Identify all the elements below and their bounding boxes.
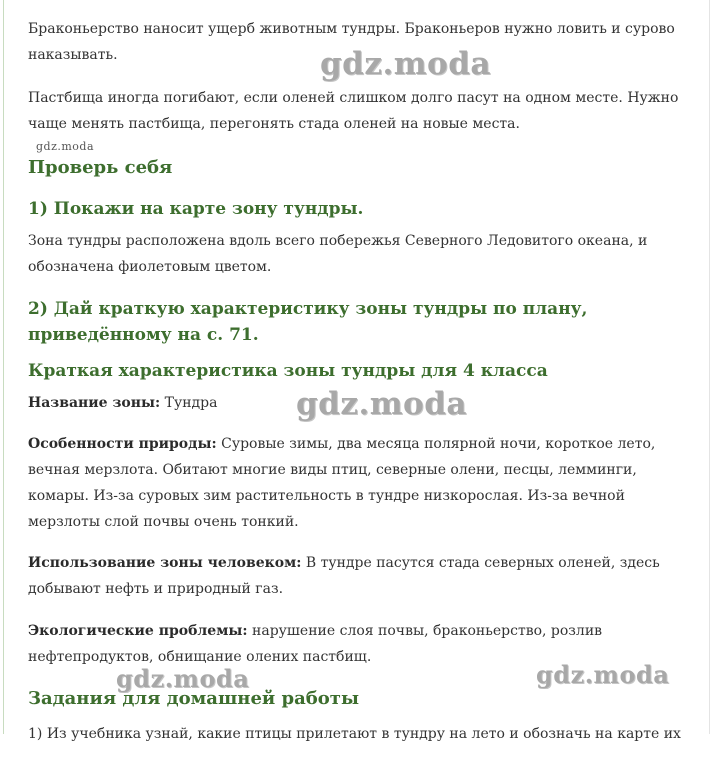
left-border-line — [3, 0, 4, 734]
eco-problems-label: Экологические проблемы: — [28, 623, 248, 639]
right-border-line — [709, 0, 710, 734]
human-usage-value: В тундре пасутся стада северных оленей, здесь добывают нефть и природный газ. — [28, 555, 660, 597]
task-1-heading: 1) Покажи на карте зону тундры. — [28, 199, 364, 219]
nature-features-value: Суровые зимы, два месяца полярной ночи, короткое лето, вечная мерзлота. Обитают многие виды птиц, северные олени, песцы, лемминги, комары. Из-за суровых зим растительность в тундре низкорослая. Из-за вечной мерзлоты слой почвы очень тонкий. — [28, 436, 656, 530]
zone-name-value: Тундра — [160, 395, 218, 411]
watermark-logo: gdz.moda — [116, 664, 250, 693]
human-usage-paragraph — [28, 550, 688, 602]
check-yourself-heading: Проверь себя — [28, 157, 173, 178]
summary-heading: Краткая характеристика зоны тундры для 4 класса — [28, 361, 548, 381]
zone-name-line — [28, 390, 688, 416]
nature-features-paragraph — [28, 431, 688, 535]
human-usage-label: Использование зоны человеком: — [28, 555, 302, 571]
watermark-logo: gdz.moda — [320, 46, 491, 82]
watermark-logo-small: gdz.moda — [36, 140, 95, 153]
cut-off-text: 1) Из учебника узнай, какие птицы прилетают в тундру на лето и обозначь на карте их — [28, 726, 681, 742]
zone-name-label: Название зоны: — [28, 395, 161, 411]
task-2-heading: 2) Дай краткую характеристику зоны тундры по плану, приведённому на с. 71. — [28, 299, 588, 345]
task-1-answer: Зона тундры расположена вдоль всего побережья Северного Ледовитого океана, и обозначена фиолетовым цветом. — [28, 233, 648, 275]
paragraph-poaching: Браконьерство наносит ущерб животным тундры. Браконьеров нужно ловить и сурово наказывать. — [28, 21, 675, 63]
paragraph-pastures: Пастбища иногда погибают, если оленей слишком долго пасут на одном месте. Нужно чаще менять пастбища, перегонять стада оленей на новые места. — [28, 90, 679, 132]
eco-problems-value: нарушение слоя почвы, браконьерство, розлив нефтепродуктов, обнищание олених пастбищ. — [28, 623, 603, 665]
nature-features-label: Особенности природы: — [28, 436, 217, 452]
eco-problems-paragraph — [28, 618, 688, 670]
watermark-logo: gdz.moda — [296, 386, 467, 422]
watermark-logo: gdz.moda — [536, 660, 670, 689]
homework-heading: Задания для домашней работы — [28, 688, 359, 709]
cut-off-text-line — [28, 726, 688, 742]
